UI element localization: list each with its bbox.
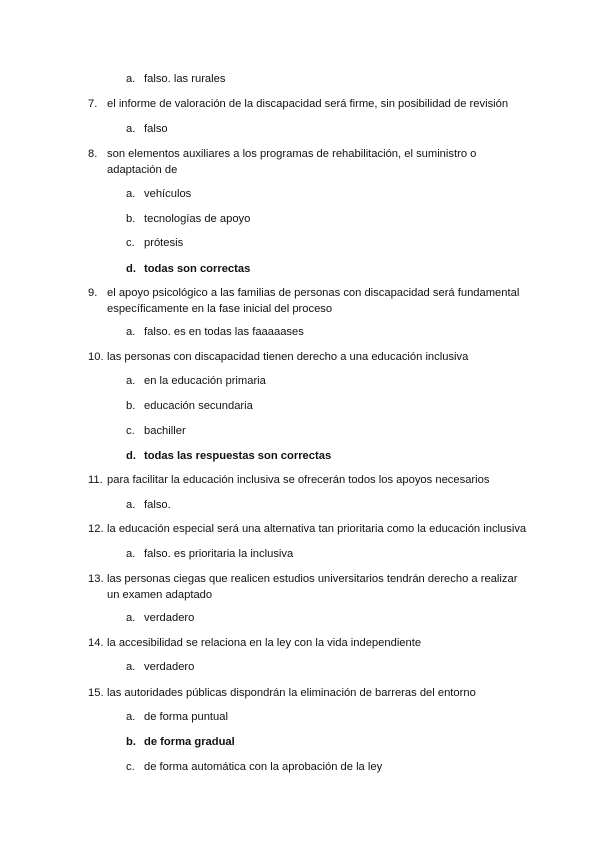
option-marker: a. xyxy=(126,375,136,387)
question-text: adaptación de xyxy=(107,164,178,176)
prev-answer-text: falso. las rurales xyxy=(144,73,226,85)
question-number: 11. xyxy=(88,474,103,486)
prev-answer-marker: a. xyxy=(126,73,136,85)
option-text: falso. es en todas las faaaaases xyxy=(144,326,304,338)
question-text: un examen adaptado xyxy=(107,589,213,601)
option-marker: d. xyxy=(126,450,136,462)
option-text: falso. xyxy=(144,499,171,511)
option-marker: a. xyxy=(126,711,136,723)
option-marker: c. xyxy=(126,425,135,437)
question-text: las personas ciegas que realicen estudios universitarios tendrán derecho a realizar xyxy=(107,573,518,585)
question-text: para facilitar la educación inclusiva se ofrecerán todos los apoyos necesarios xyxy=(107,474,490,486)
option-marker: b. xyxy=(126,400,136,412)
question-text: específicamente en la fase inicial del proceso xyxy=(107,303,333,315)
option-marker: b. xyxy=(126,213,136,225)
option-marker: d. xyxy=(126,263,136,275)
option-text: vehículos xyxy=(144,188,192,200)
option-text: verdadero xyxy=(144,661,195,673)
option-text: educación secundaria xyxy=(144,400,253,412)
option-marker: c. xyxy=(126,761,135,773)
option-marker: c. xyxy=(126,237,135,249)
question-number: 7. xyxy=(88,98,98,110)
question-text: el informe de valoración de la discapacidad será firme, sin posibilidad de revisión xyxy=(107,98,509,110)
option-text: bachiller xyxy=(144,425,186,437)
option-marker: a. xyxy=(126,661,136,673)
correct-option-text: todas son correctas xyxy=(144,263,251,275)
correct-option-text: todas las respuestas son correctas xyxy=(144,450,332,462)
question-number: 8. xyxy=(88,148,98,160)
question-text: las personas con discapacidad tienen derecho a una educación inclusiva xyxy=(107,351,469,363)
option-text: falso xyxy=(144,123,168,135)
option-marker: a. xyxy=(126,188,136,200)
option-marker: a. xyxy=(126,123,136,135)
option-text: de forma automática con la aprobación de la ley xyxy=(144,761,383,773)
question-text: la educación especial será una alternativa tan prioritaria como la educación inclusiva xyxy=(107,523,527,535)
question-text: el apoyo psicológico a las familias de personas con discapacidad será fundamental xyxy=(107,287,520,299)
question-number: 13. xyxy=(88,573,104,585)
option-marker: a. xyxy=(126,612,136,624)
option-text: tecnologías de apoyo xyxy=(144,213,251,225)
question-text: las autoridades públicas dispondrán la eliminación de barreras del entorno xyxy=(107,687,476,699)
option-marker: a. xyxy=(126,326,136,338)
question-number: 10. xyxy=(88,351,104,363)
option-marker: a. xyxy=(126,548,136,560)
option-marker: a. xyxy=(126,499,136,511)
option-marker: b. xyxy=(126,736,136,748)
question-number: 9. xyxy=(88,287,98,299)
question-text: son elementos auxiliares a los programas de rehabilitación, el suministro o xyxy=(107,148,477,160)
option-text: en la educación primaria xyxy=(144,375,266,387)
question-number: 14. xyxy=(88,637,104,649)
question-number: 12. xyxy=(88,523,104,535)
option-text: falso. es prioritaria la inclusiva xyxy=(144,548,294,560)
option-text: prótesis xyxy=(144,237,184,249)
option-text: de forma puntual xyxy=(144,711,228,723)
correct-option-text: de forma gradual xyxy=(144,736,235,748)
question-number: 15. xyxy=(88,687,104,699)
option-text: verdadero xyxy=(144,612,195,624)
question-text: la accesibilidad se relaciona en la ley con la vida independiente xyxy=(107,637,422,649)
